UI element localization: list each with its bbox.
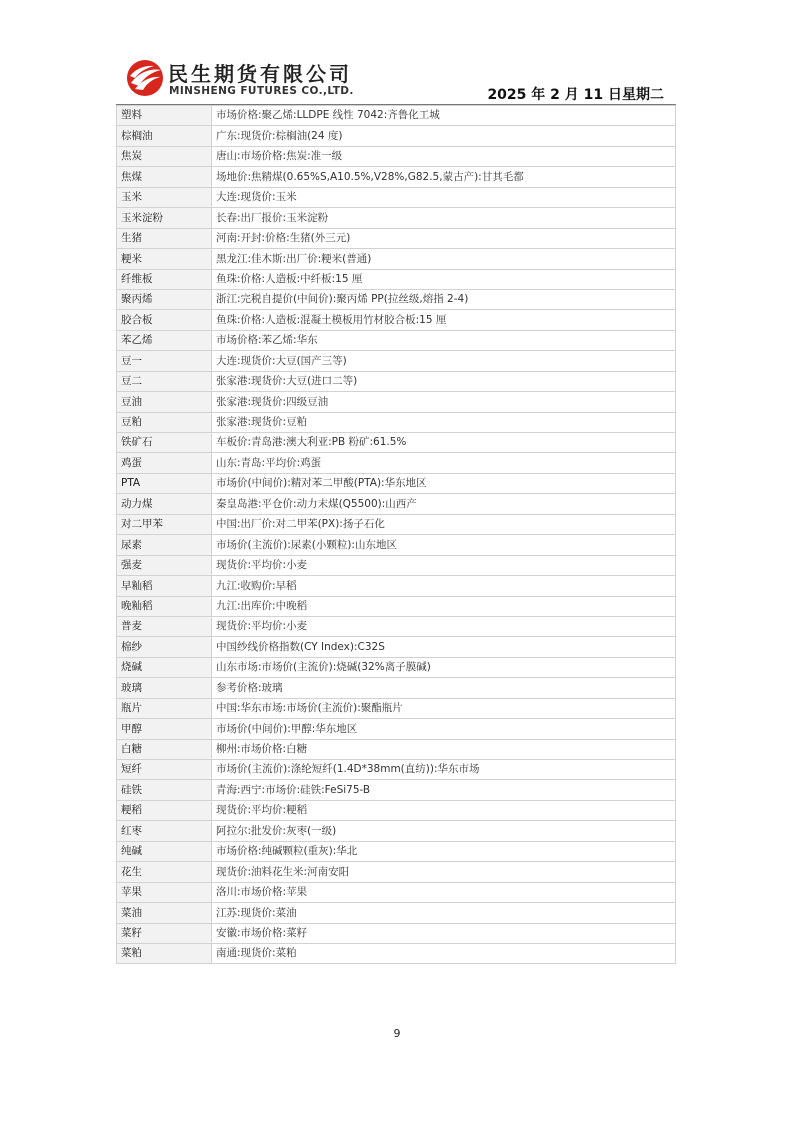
table-row bbox=[117, 412, 676, 432]
price-spec: 大连:现货价:玉米 bbox=[212, 187, 676, 207]
table-row bbox=[117, 106, 676, 126]
commodity-name: 晚籼稻 bbox=[117, 596, 212, 616]
price-spec: 市场价格:纯碱颗粒(重灰):华北 bbox=[212, 841, 676, 861]
price-spec: 市场价格:苯乙烯:华东 bbox=[212, 330, 676, 350]
price-spec: 中国纱线价格指数(CY Index):C32S bbox=[212, 637, 676, 657]
table-row bbox=[117, 657, 676, 677]
table-row bbox=[117, 841, 676, 861]
price-spec: 九江:收购价:早稻 bbox=[212, 576, 676, 596]
table-row bbox=[117, 535, 676, 555]
commodity-name: 玉米淀粉 bbox=[117, 208, 212, 228]
table-row bbox=[117, 596, 676, 616]
price-spec: 张家港:现货价:豆粕 bbox=[212, 412, 676, 432]
commodity-name: 聚丙烯 bbox=[117, 289, 212, 309]
commodity-name: 红枣 bbox=[117, 821, 212, 841]
price-spec: 柳州:市场价格:白糖 bbox=[212, 739, 676, 759]
price-spec: 黑龙江:佳木斯:出厂价:粳米(普通) bbox=[212, 249, 676, 269]
commodity-name: 豆一 bbox=[117, 351, 212, 371]
commodity-name: 早籼稻 bbox=[117, 576, 212, 596]
price-spec: 车板价:青岛港:澳大利亚:PB 粉矿:61.5% bbox=[212, 433, 676, 453]
minsheng-logo-icon bbox=[125, 58, 165, 98]
commodity-name: 焦煤 bbox=[117, 167, 212, 187]
commodity-name: 苯乙烯 bbox=[117, 330, 212, 350]
price-spec: 现货价:平均价:小麦 bbox=[212, 555, 676, 575]
commodity-name: 菜籽 bbox=[117, 923, 212, 943]
price-spec: 安徽:市场价格:菜籽 bbox=[212, 923, 676, 943]
table-row bbox=[117, 146, 676, 166]
table-row bbox=[117, 330, 676, 350]
commodity-name: 豆粕 bbox=[117, 412, 212, 432]
commodity-name: 强麦 bbox=[117, 555, 212, 575]
commodity-name: 焦炭 bbox=[117, 146, 212, 166]
table-row bbox=[117, 351, 676, 371]
price-spec: 市场价(中间价):精对苯二甲酸(PTA):华东地区 bbox=[212, 473, 676, 493]
page-number: 9 bbox=[393, 1027, 401, 1040]
page-header bbox=[118, 54, 678, 104]
commodity-name: 棕榈油 bbox=[117, 126, 212, 146]
price-spec: 市场价(主流价):涤纶短纤(1.4D*38mm(直纺)):华东市场 bbox=[212, 760, 676, 780]
table-row bbox=[117, 698, 676, 718]
table-row bbox=[117, 821, 676, 841]
commodity-name: 铁矿石 bbox=[117, 433, 212, 453]
commodity-name: 粳米 bbox=[117, 249, 212, 269]
price-spec: 市场价(主流价):尿素(小颗粒):山东地区 bbox=[212, 535, 676, 555]
commodity-name: 纯碱 bbox=[117, 841, 212, 861]
price-spec: 南通:现货价:菜粕 bbox=[212, 943, 676, 963]
table-row bbox=[117, 923, 676, 943]
table-row bbox=[117, 555, 676, 575]
company-name-cn: 民生期货有限公司 bbox=[168, 62, 352, 86]
commodity-name: 苹果 bbox=[117, 882, 212, 902]
price-spec: 阿拉尔:批发价:灰枣(一级) bbox=[212, 821, 676, 841]
commodity-name: 棉纱 bbox=[117, 637, 212, 657]
table-row bbox=[117, 882, 676, 902]
price-spec: 中国:出厂价:对二甲苯(PX):扬子石化 bbox=[212, 514, 676, 534]
price-spec: 唐山:市场价格:焦炭:准一级 bbox=[212, 146, 676, 166]
price-spec: 张家港:现货价:大豆(进口二等) bbox=[212, 371, 676, 391]
table-row bbox=[117, 678, 676, 698]
commodity-name: 动力煤 bbox=[117, 494, 212, 514]
commodity-name: 豆二 bbox=[117, 371, 212, 391]
table-row bbox=[117, 800, 676, 820]
table-row bbox=[117, 249, 676, 269]
table-row bbox=[117, 289, 676, 309]
report-date: 2025 年 2 月 11 日星期二 bbox=[487, 87, 664, 103]
price-spec: 现货价:平均价:粳稻 bbox=[212, 800, 676, 820]
price-spec: 秦皇岛港:平仓价:动力末煤(Q5500):山西产 bbox=[212, 494, 676, 514]
table-row bbox=[117, 494, 676, 514]
commodity-name: 菜油 bbox=[117, 903, 212, 923]
price-spec: 九江:出库价:中晚稻 bbox=[212, 596, 676, 616]
price-spec: 大连:现货价:大豆(国产三等) bbox=[212, 351, 676, 371]
commodity-name: 短纤 bbox=[117, 760, 212, 780]
commodity-name: 烧碱 bbox=[117, 657, 212, 677]
commodity-name: 尿素 bbox=[117, 535, 212, 555]
table-row bbox=[117, 310, 676, 330]
table-row bbox=[117, 392, 676, 412]
commodity-name: 硅铁 bbox=[117, 780, 212, 800]
table-row bbox=[117, 780, 676, 800]
table-row bbox=[117, 514, 676, 534]
commodity-name: PTA bbox=[117, 473, 212, 493]
price-spec: 中国:华东市场:市场价(主流价):聚酯瓶片 bbox=[212, 698, 676, 718]
table-row bbox=[117, 187, 676, 207]
table-row bbox=[117, 453, 676, 473]
commodity-name: 对二甲苯 bbox=[117, 514, 212, 534]
commodity-name: 玻璃 bbox=[117, 678, 212, 698]
commodity-name: 瓶片 bbox=[117, 698, 212, 718]
table-row bbox=[117, 228, 676, 248]
commodity-name: 普麦 bbox=[117, 616, 212, 636]
table-row bbox=[117, 637, 676, 657]
price-spec: 河南:开封:价格:生猪(外三元) bbox=[212, 228, 676, 248]
price-spec: 市场价格:聚乙烯:LLDPE 线性 7042:齐鲁化工城 bbox=[212, 106, 676, 126]
table-row bbox=[117, 576, 676, 596]
table-row bbox=[117, 739, 676, 759]
table-row bbox=[117, 167, 676, 187]
price-spec: 浙江:完税自提价(中间价):聚丙烯 PP(拉丝级,熔指 2-4) bbox=[212, 289, 676, 309]
table-row bbox=[117, 760, 676, 780]
commodity-name: 花生 bbox=[117, 862, 212, 882]
company-name-en: MINSHENG FUTURES CO.,LTD. bbox=[169, 85, 354, 97]
price-spec: 广东:现货价:棕榈油(24 度) bbox=[212, 126, 676, 146]
price-spec-table bbox=[116, 105, 676, 964]
price-spec: 鱼珠:价格:人造板:中纤板:15 厘 bbox=[212, 269, 676, 289]
commodity-name: 纤维板 bbox=[117, 269, 212, 289]
table-row bbox=[117, 433, 676, 453]
price-spec: 长春:出厂报价:玉米淀粉 bbox=[212, 208, 676, 228]
commodity-name: 粳稻 bbox=[117, 800, 212, 820]
price-spec: 现货价:平均价:小麦 bbox=[212, 616, 676, 636]
price-spec: 现货价:油料花生米:河南安阳 bbox=[212, 862, 676, 882]
commodity-name: 鸡蛋 bbox=[117, 453, 212, 473]
commodity-name: 胶合板 bbox=[117, 310, 212, 330]
price-spec: 参考价格:玻璃 bbox=[212, 678, 676, 698]
commodity-name: 甲醇 bbox=[117, 719, 212, 739]
commodity-name: 豆油 bbox=[117, 392, 212, 412]
price-spec: 青海:西宁:市场价:硅铁:FeSi75-B bbox=[212, 780, 676, 800]
table-row bbox=[117, 371, 676, 391]
table-row bbox=[117, 862, 676, 882]
price-spec: 鱼珠:价格:人造板:混凝土模板用竹材胶合板:15 厘 bbox=[212, 310, 676, 330]
table-row bbox=[117, 903, 676, 923]
table-row bbox=[117, 719, 676, 739]
price-spec: 张家港:现货价:四级豆油 bbox=[212, 392, 676, 412]
table-row bbox=[117, 269, 676, 289]
table-row bbox=[117, 208, 676, 228]
price-spec: 江苏:现货价:菜油 bbox=[212, 903, 676, 923]
table-row bbox=[117, 616, 676, 636]
table-row bbox=[117, 473, 676, 493]
table-row bbox=[117, 943, 676, 963]
commodity-name: 生猪 bbox=[117, 228, 212, 248]
commodity-name: 玉米 bbox=[117, 187, 212, 207]
price-spec: 洛川:市场价格:苹果 bbox=[212, 882, 676, 902]
price-spec: 场地价:焦精煤(0.65%S,A10.5%,V28%,G82.5,蒙古产):甘其毛都 bbox=[212, 167, 676, 187]
price-spec: 市场价(中间价):甲醇:华东地区 bbox=[212, 719, 676, 739]
commodity-name: 塑料 bbox=[117, 106, 212, 126]
table-row bbox=[117, 126, 676, 146]
price-spec: 山东市场:市场价(主流价):烧碱(32%离子膜碱) bbox=[212, 657, 676, 677]
price-spec: 山东:青岛:平均价:鸡蛋 bbox=[212, 453, 676, 473]
commodity-name: 菜粕 bbox=[117, 943, 212, 963]
commodity-name: 白糖 bbox=[117, 739, 212, 759]
